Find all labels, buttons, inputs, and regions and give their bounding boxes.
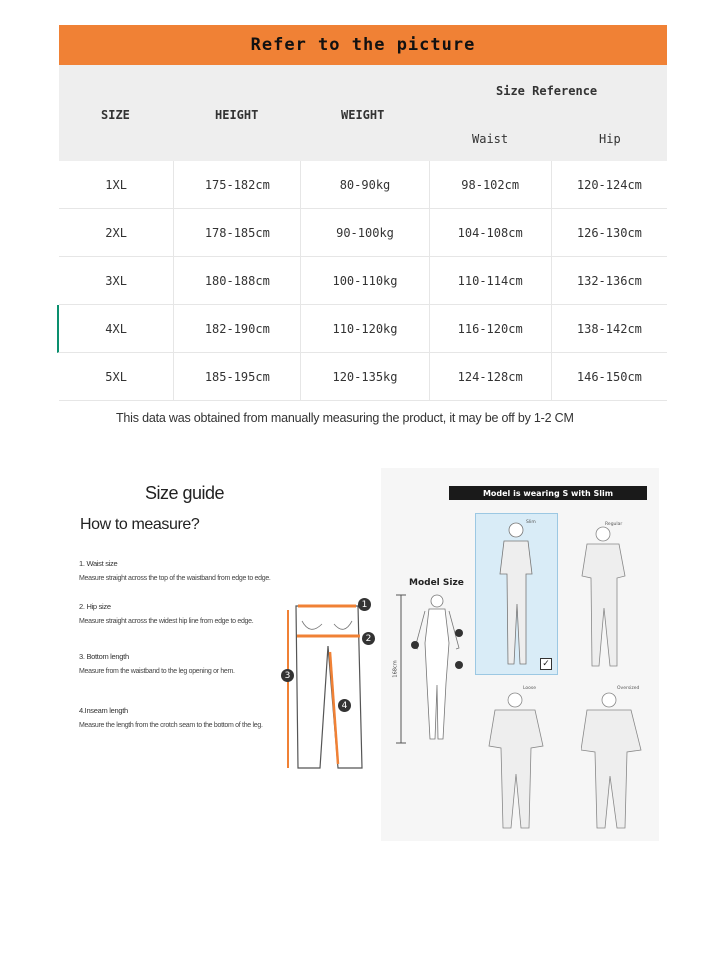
cell-height: 178-185cm	[174, 209, 301, 256]
cell-weight: 110-120kg	[301, 305, 429, 352]
step-title: 1. Waist size	[79, 559, 118, 568]
cell-weight: 100-110kg	[301, 257, 429, 304]
cell-height: 182-190cm	[174, 305, 301, 352]
cell-waist: 110-114cm	[430, 257, 552, 304]
fit-label: Loose	[523, 686, 537, 691]
header-height: HEIGHT	[215, 108, 259, 122]
model-fit-panel	[381, 468, 659, 841]
fit-oversized-card[interactable]	[581, 684, 647, 834]
marker-3-icon: 3	[281, 669, 294, 682]
step-title: 3. Bottom length	[79, 652, 129, 661]
selected-check-icon: ✓	[540, 658, 552, 670]
cell-size: 3XL	[59, 257, 174, 304]
model-figure	[391, 593, 471, 745]
cell-size: 2XL	[59, 209, 174, 256]
table-body	[59, 161, 667, 401]
header-size: SIZE	[101, 108, 130, 122]
fit-loose-card[interactable]	[485, 684, 549, 834]
cell-height: 175-182cm	[174, 161, 301, 208]
fit-label: Slim	[526, 520, 536, 525]
step-desc: Measure from the waistband to the leg opening or hem.	[79, 668, 235, 675]
table-row	[57, 305, 667, 353]
model-height-label: 168cm	[392, 660, 399, 678]
slim-figure	[476, 514, 557, 674]
guide-subtitle: How to measure?	[80, 516, 200, 533]
table-header	[59, 65, 667, 161]
header-size-reference: Size Reference	[496, 84, 598, 98]
marker-1-icon: 1	[358, 598, 371, 611]
cell-hip: 132-136cm	[576, 273, 642, 288]
loose-figure	[485, 684, 549, 834]
step-title: 4.Inseam length	[79, 706, 128, 715]
guide-title: Size guide	[145, 483, 225, 503]
cell-weight: 80-90kg	[301, 161, 429, 208]
model-size-label: Model Size	[409, 578, 464, 588]
table-row	[59, 209, 667, 257]
table-row	[59, 161, 667, 209]
table-row	[59, 257, 667, 305]
cell-size: 5XL	[59, 353, 174, 400]
cell-waist: 104-108cm	[430, 209, 552, 256]
oversized-figure	[581, 684, 647, 834]
step-desc: Measure the length from the crotch seam to the bottom of the leg.	[79, 722, 263, 729]
fit-label: Oversized	[617, 686, 640, 691]
model-banner: Model is wearing S with Slim	[449, 486, 647, 500]
cell-hip: 138-142cm	[576, 321, 642, 336]
cell-height: 180-188cm	[174, 257, 301, 304]
cell-hip: 126-130cm	[576, 225, 642, 240]
step-waist	[79, 559, 271, 582]
cell-height: 185-195cm	[174, 353, 301, 400]
table-title: Refer to the picture	[59, 25, 667, 65]
size-table	[59, 25, 667, 401]
cell-hip: 120-124cm	[576, 177, 642, 192]
fit-regular-card[interactable]	[575, 516, 635, 676]
marker-2-icon: 2	[362, 632, 375, 645]
cell-weight: 90-100kg	[301, 209, 429, 256]
step-desc: Measure straight across the top of the waistband from edge to edge.	[79, 575, 271, 582]
size-guide-panel	[70, 468, 375, 798]
step-inseam-length	[79, 706, 263, 729]
table-row	[59, 353, 667, 401]
measurement-note: This data was obtained from manually measuring the product, it may be off by 1-2 CM	[116, 411, 574, 425]
cell-waist: 124-128cm	[430, 353, 552, 400]
header-weight: WEIGHT	[341, 108, 385, 122]
step-desc: Measure straight across the widest hip line from edge to edge.	[79, 618, 254, 625]
pants-diagram	[280, 596, 375, 776]
cell-waist: 98-102cm	[430, 161, 552, 208]
step-bottom-length	[79, 652, 235, 675]
cell-weight: 120-135kg	[301, 353, 429, 400]
step-title: 2. Hip size	[79, 602, 111, 611]
header-waist: Waist	[472, 132, 509, 146]
fit-slim-card[interactable]	[475, 513, 558, 675]
cell-size: 4XL	[59, 305, 174, 352]
cell-waist: 116-120cm	[430, 305, 552, 352]
regular-figure	[575, 516, 635, 676]
cell-hip: 146-150cm	[576, 369, 642, 384]
fit-label: Regular	[605, 522, 623, 527]
cell-size: 1XL	[59, 161, 174, 208]
step-hip	[79, 602, 253, 625]
header-hip: Hip	[599, 132, 621, 146]
marker-4-icon: 4	[338, 699, 351, 712]
